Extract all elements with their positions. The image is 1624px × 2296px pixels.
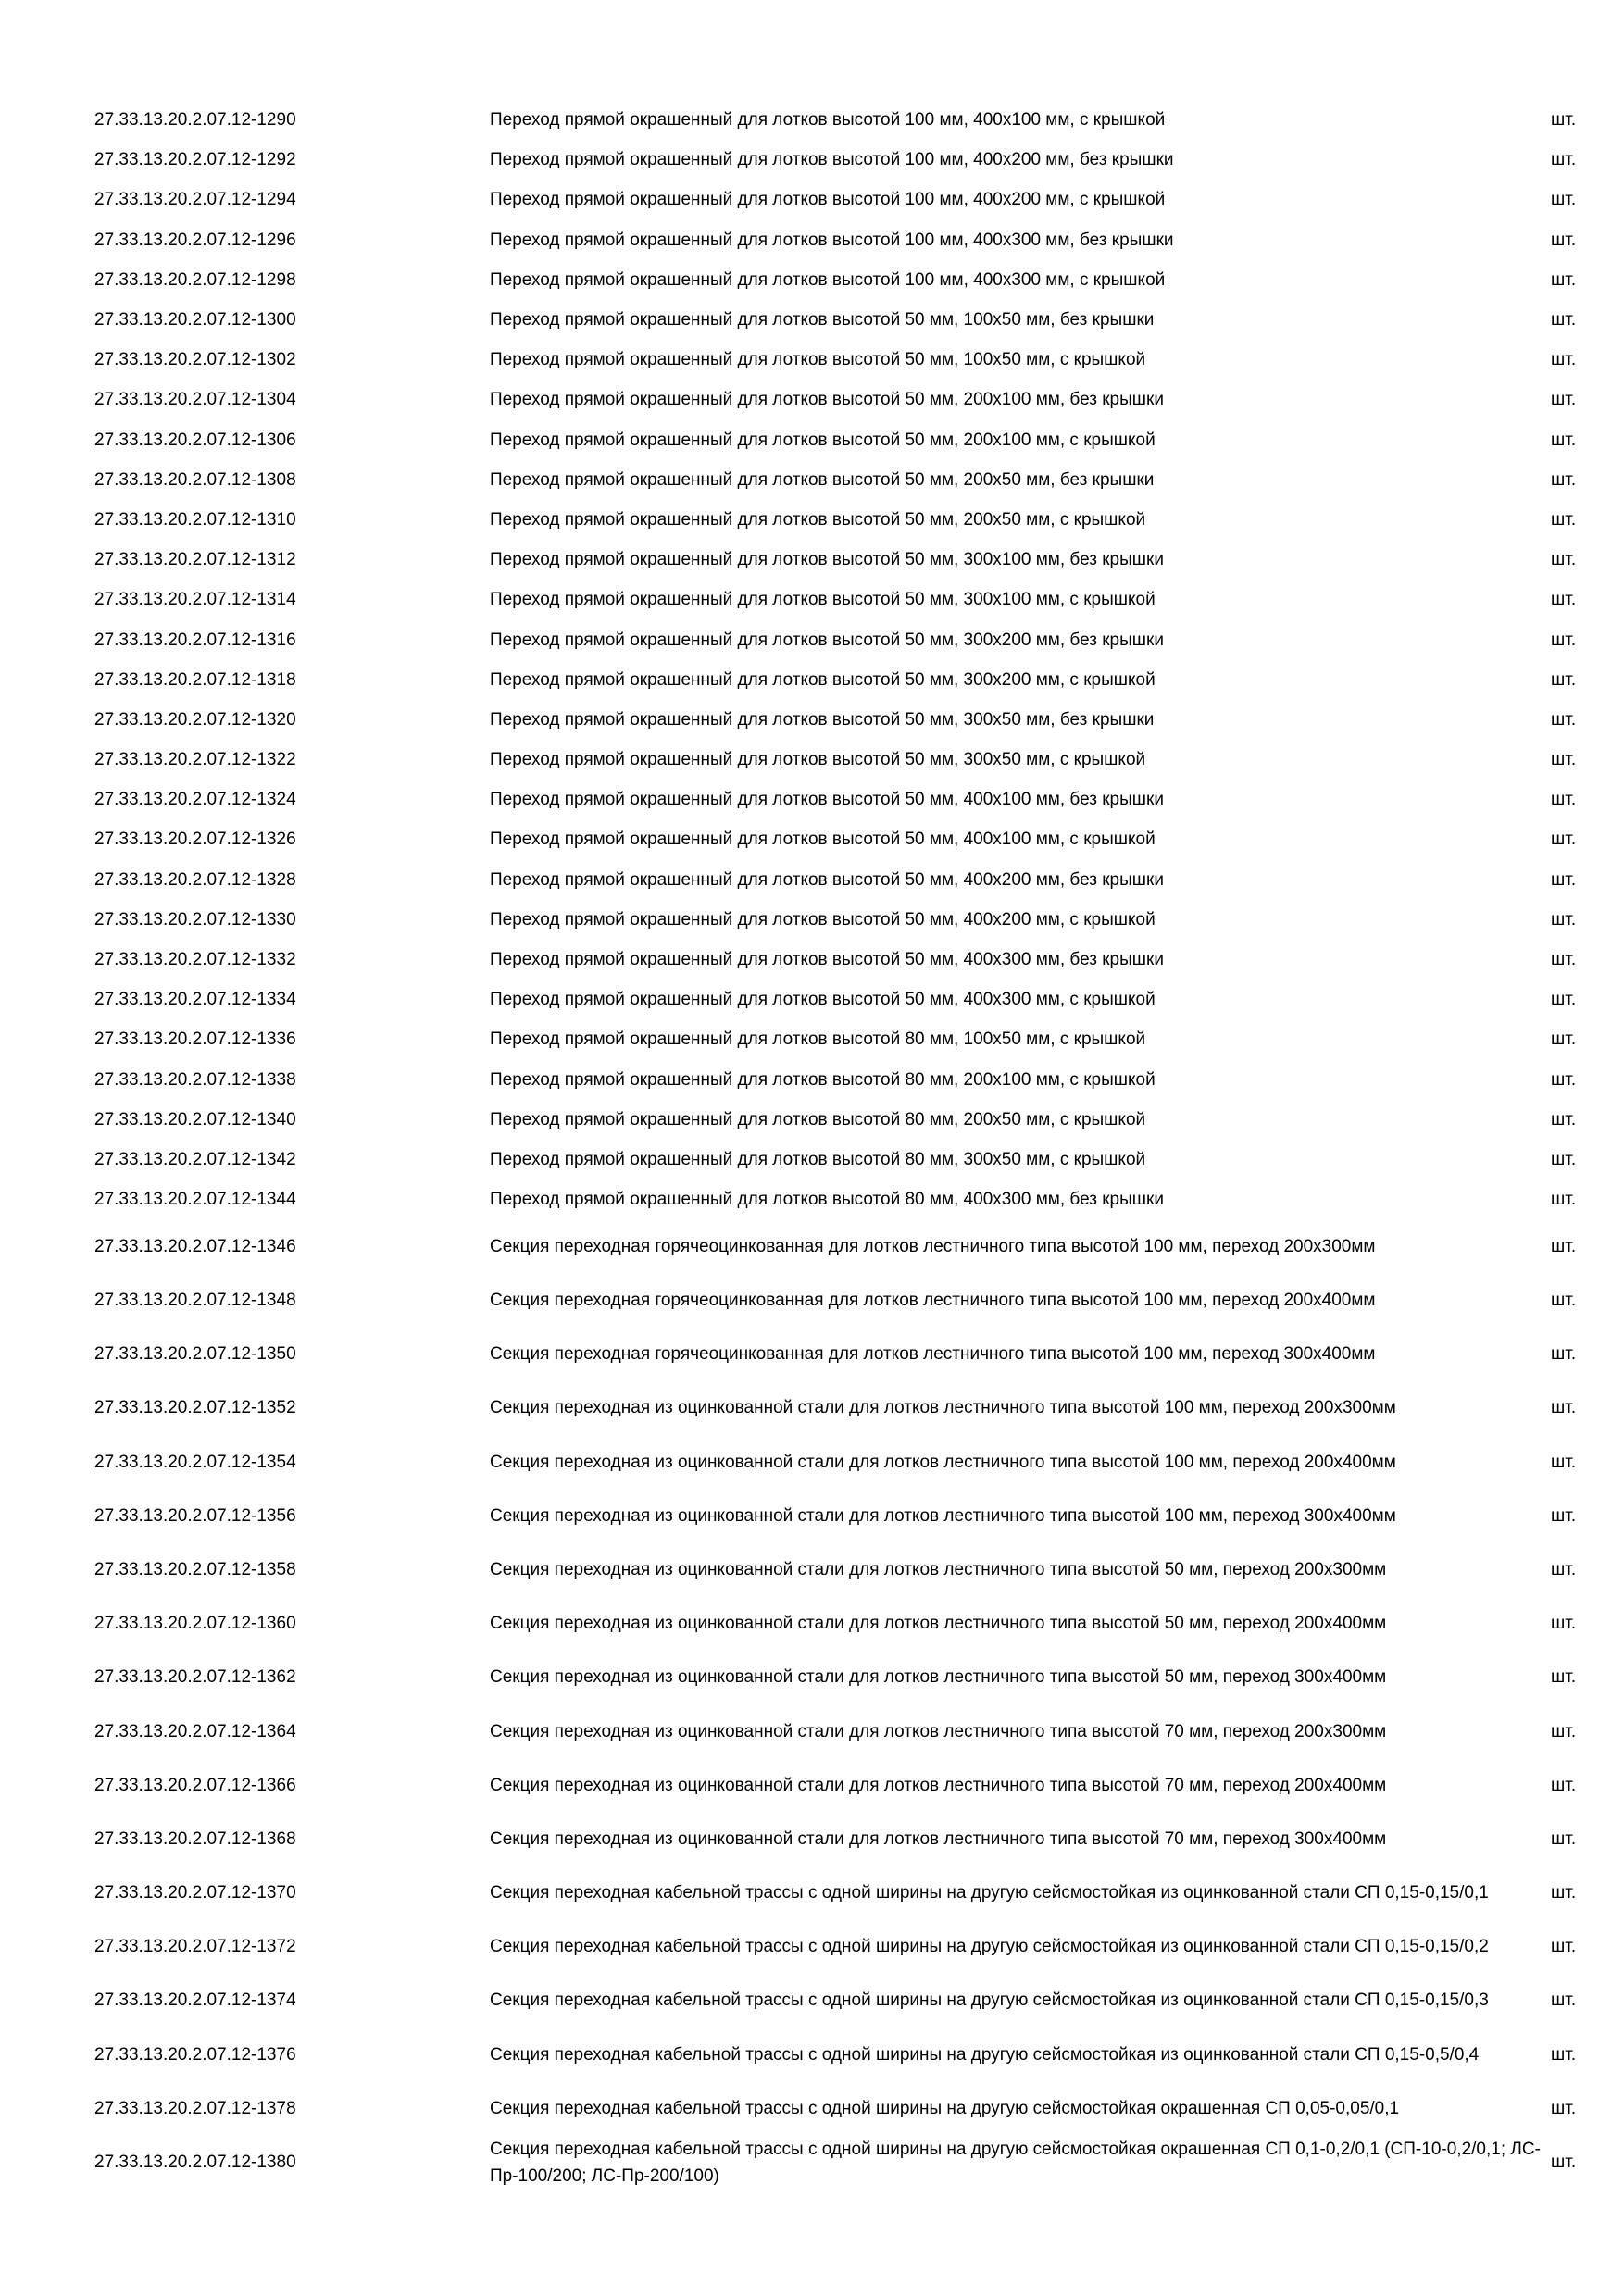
item-code: 27.33.13.20.2.07.12-1318	[94, 669, 296, 690]
item-code: 27.33.13.20.2.07.12-1302	[94, 350, 296, 370]
table-row	[94, 1435, 1620, 1489]
item-code: 27.33.13.20.2.07.12-1348	[94, 1291, 296, 1311]
item-code: 27.33.13.20.2.07.12-1346	[94, 1236, 296, 1256]
table-row	[94, 980, 1620, 1019]
item-code: 27.33.13.20.2.07.12-1294	[94, 190, 296, 210]
table-row	[94, 1273, 1620, 1327]
item-code: 27.33.13.20.2.07.12-1360	[94, 1614, 296, 1634]
item-unit: шт.	[1551, 1721, 1577, 1741]
item-unit: шт.	[1551, 150, 1577, 170]
item-unit: шт.	[1551, 1614, 1577, 1634]
item-name: Переход прямой окрашенный для лотков высотой 80 мм, 200x100 мм, с крышкой	[490, 1069, 1156, 1090]
item-unit: шт.	[1551, 709, 1577, 730]
table-row	[94, 1812, 1620, 1866]
item-code: 27.33.13.20.2.07.12-1330	[94, 909, 296, 930]
item-name: Секция переходная кабельной трассы с одной ширины на другую сейсмостойкая из оцинкованной стали СП 0,15-0,15/0,2	[490, 1937, 1489, 1957]
table-row	[94, 1542, 1620, 1596]
item-name: Переход прямой окрашенный для лотков высотой 50 мм, 400x300 мм, без крышки	[490, 950, 1164, 970]
item-name: Переход прямой окрашенный для лотков высотой 50 мм, 100x50 мм, без крышки	[490, 310, 1155, 331]
item-unit: шт.	[1551, 950, 1577, 970]
table-row	[94, 460, 1620, 500]
item-code: 27.33.13.20.2.07.12-1290	[94, 110, 296, 131]
item-unit: шт.	[1551, 110, 1577, 131]
table-row	[94, 1489, 1620, 1542]
item-code: 27.33.13.20.2.07.12-1316	[94, 630, 296, 650]
item-unit: шт.	[1551, 630, 1577, 650]
item-code: 27.33.13.20.2.07.12-1364	[94, 1721, 296, 1741]
item-unit: шт.	[1551, 269, 1577, 290]
item-name: Переход прямой окрашенный для лотков высотой 80 мм, 300x50 мм, с крышкой	[490, 1149, 1146, 1169]
table-row	[94, 1100, 1620, 1140]
item-unit: шт.	[1551, 430, 1577, 450]
item-name: Переход прямой окрашенный для лотков высотой 50 мм, 200x100 мм, без крышки	[490, 390, 1164, 410]
item-name: Переход прямой окрашенный для лотков высотой 50 мм, 400x200 мм, без крышки	[490, 869, 1164, 890]
item-name: Переход прямой окрашенный для лотков высотой 80 мм, 100x50 мм, с крышкой	[490, 1029, 1146, 1050]
item-code: 27.33.13.20.2.07.12-1352	[94, 1398, 296, 1418]
item-unit: шт.	[1551, 1990, 1577, 2011]
table-row	[94, 1381, 1620, 1435]
item-name: Секция переходная кабельной трассы с одной ширины на другую сейсмостойкая из оцинкованной стали СП 0,15-0,5/0,4	[490, 2044, 1480, 2065]
table-row	[94, 1597, 1620, 1651]
item-code: 27.33.13.20.2.07.12-1300	[94, 310, 296, 331]
item-unit: шт.	[1551, 590, 1577, 610]
item-unit: шт.	[1551, 669, 1577, 690]
item-unit: шт.	[1551, 2098, 1577, 2118]
item-name: Переход прямой окрашенный для лотков высотой 50 мм, 200x50 мм, без крышки	[490, 469, 1155, 490]
item-code: 27.33.13.20.2.07.12-1324	[94, 790, 296, 810]
item-unit: шт.	[1551, 1069, 1577, 1090]
item-unit: шт.	[1551, 1775, 1577, 1795]
item-unit: шт.	[1551, 990, 1577, 1010]
item-name: Секция переходная из оцинкованной стали для лотков лестничного типа высотой 70 мм, переход 200x300мм	[490, 1721, 1387, 1741]
item-code: 27.33.13.20.2.07.12-1350	[94, 1344, 296, 1365]
item-name: Секция переходная из оцинкованной стали для лотков лестничного типа высотой 100 мм, переход 200x300мм	[490, 1398, 1396, 1418]
item-name: Переход прямой окрашенный для лотков высотой 50 мм, 300x100 мм, с крышкой	[490, 590, 1156, 610]
item-unit: шт.	[1551, 550, 1577, 570]
item-name: Переход прямой окрашенный для лотков высотой 100 мм, 400x300 мм, без крышки	[490, 230, 1174, 250]
table-row	[94, 1219, 1620, 1273]
item-name: Секция переходная кабельной трассы с одной ширины на другую сейсмостойкая из оцинкованной стали СП 0,15-0,15/0,3	[490, 1990, 1489, 2011]
item-name: Переход прямой окрашенный для лотков высотой 100 мм, 400x200 мм, с крышкой	[490, 190, 1166, 210]
item-unit: шт.	[1551, 190, 1577, 210]
item-code: 27.33.13.20.2.07.12-1328	[94, 869, 296, 890]
item-code: 27.33.13.20.2.07.12-1354	[94, 1452, 296, 1472]
item-name: Секция переходная из оцинкованной стали для лотков лестничного типа высотой 50 мм, переход 300x400мм	[490, 1667, 1387, 1688]
item-code: 27.33.13.20.2.07.12-1306	[94, 430, 296, 450]
item-code: 27.33.13.20.2.07.12-1314	[94, 590, 296, 610]
item-unit: шт.	[1551, 750, 1577, 770]
item-unit: шт.	[1551, 1149, 1577, 1169]
item-code: 27.33.13.20.2.07.12-1292	[94, 150, 296, 170]
item-code: 27.33.13.20.2.07.12-1378	[94, 2098, 296, 2118]
item-unit: шт.	[1551, 1109, 1577, 1129]
item-name: Переход прямой окрашенный для лотков высотой 50 мм, 300x200 мм, с крышкой	[490, 669, 1156, 690]
item-code: 27.33.13.20.2.07.12-1296	[94, 230, 296, 250]
item-code: 27.33.13.20.2.07.12-1344	[94, 1190, 296, 1210]
item-unit: шт.	[1551, 830, 1577, 850]
item-unit: шт.	[1551, 1029, 1577, 1050]
item-unit: шт.	[1551, 230, 1577, 250]
table-body	[94, 100, 1620, 2190]
item-code: 27.33.13.20.2.07.12-1374	[94, 1990, 296, 2011]
table-row	[94, 740, 1620, 780]
item-code: 27.33.13.20.2.07.12-1304	[94, 390, 296, 410]
item-unit: шт.	[1551, 1883, 1577, 1903]
table-row	[94, 2028, 1620, 2081]
item-name: Секция переходная кабельной трассы с одной ширины на другую сейсмостойкая из оцинкованной стали СП 0,15-0,15/0,1	[490, 1883, 1489, 1903]
table-row	[94, 940, 1620, 980]
table-row	[94, 1758, 1620, 1812]
table-row	[94, 500, 1620, 540]
table-row	[94, 1974, 1620, 2028]
table-row	[94, 1140, 1620, 1179]
item-unit: шт.	[1551, 1344, 1577, 1365]
table-row	[94, 700, 1620, 740]
table-row	[94, 819, 1620, 859]
price-table	[94, 100, 1620, 2190]
item-name: Секция переходная из оцинкованной стали для лотков лестничного типа высотой 100 мм, переход 300x400мм	[490, 1505, 1396, 1526]
item-code: 27.33.13.20.2.07.12-1310	[94, 509, 296, 530]
item-name: Переход прямой окрашенный для лотков высотой 50 мм, 400x300 мм, с крышкой	[490, 990, 1156, 1010]
item-unit: шт.	[1551, 350, 1577, 370]
item-code: 27.33.13.20.2.07.12-1362	[94, 1667, 296, 1688]
item-unit: шт.	[1551, 1452, 1577, 1472]
item-code: 27.33.13.20.2.07.12-1312	[94, 550, 296, 570]
table-row	[94, 1866, 1620, 1920]
item-code: 27.33.13.20.2.07.12-1376	[94, 2044, 296, 2065]
item-unit: шт.	[1551, 1667, 1577, 1688]
item-code: 27.33.13.20.2.07.12-1308	[94, 469, 296, 490]
item-unit: шт.	[1551, 2152, 1577, 2173]
item-name: Секция переходная горячеоцинкованная для лотков лестничного типа высотой 100 мм, переход 200x300мм	[490, 1236, 1376, 1256]
item-name: Секция переходная кабельной трассы с одной ширины на другую сейсмостойкая окрашенная СП 0,1-0,2/0,1 (СП-10-0,2/0,1; ЛС-Пр-100/200; ЛС-Пр-200/100)	[490, 2139, 1541, 2186]
item-unit: шт.	[1551, 1190, 1577, 1210]
item-unit: шт.	[1551, 790, 1577, 810]
table-row	[94, 860, 1620, 900]
table-row	[94, 300, 1620, 340]
item-unit: шт.	[1551, 2044, 1577, 2065]
item-name: Переход прямой окрашенный для лотков высотой 100 мм, 400x200 мм, без крышки	[490, 150, 1174, 170]
item-code: 27.33.13.20.2.07.12-1338	[94, 1069, 296, 1090]
item-unit: шт.	[1551, 1291, 1577, 1311]
table-row	[94, 380, 1620, 419]
item-code: 27.33.13.20.2.07.12-1334	[94, 990, 296, 1010]
item-name: Переход прямой окрашенный для лотков высотой 50 мм, 300x50 мм, с крышкой	[490, 750, 1146, 770]
item-name: Секция переходная кабельной трассы с одной ширины на другую сейсмостойкая окрашенная СП 0,05-0,05/0,1	[490, 2098, 1400, 2118]
item-unit: шт.	[1551, 1828, 1577, 1849]
table-row	[94, 660, 1620, 700]
item-name: Секция переходная из оцинкованной стали для лотков лестничного типа высотой 100 мм, переход 200x400мм	[490, 1452, 1396, 1472]
item-unit: шт.	[1551, 1398, 1577, 1418]
table-row	[94, 220, 1620, 260]
item-code: 27.33.13.20.2.07.12-1340	[94, 1109, 296, 1129]
table-row	[94, 340, 1620, 380]
item-code: 27.33.13.20.2.07.12-1358	[94, 1559, 296, 1579]
item-name: Секция переходная из оцинкованной стали для лотков лестничного типа высотой 50 мм, переход 200x300мм	[490, 1559, 1387, 1579]
item-unit: шт.	[1551, 310, 1577, 331]
item-code: 27.33.13.20.2.07.12-1368	[94, 1828, 296, 1849]
item-name: Секция переходная из оцинкованной стали для лотков лестничного типа высотой 70 мм, переход 300x400мм	[490, 1828, 1387, 1849]
item-unit: шт.	[1551, 1559, 1577, 1579]
item-name: Переход прямой окрашенный для лотков высотой 50 мм, 400x100 мм, с крышкой	[490, 830, 1156, 850]
item-code: 27.33.13.20.2.07.12-1322	[94, 750, 296, 770]
item-code: 27.33.13.20.2.07.12-1370	[94, 1883, 296, 1903]
item-name: Переход прямой окрашенный для лотков высотой 80 мм, 200x50 мм, с крышкой	[490, 1109, 1146, 1129]
item-unit: шт.	[1551, 469, 1577, 490]
table-row	[94, 100, 1620, 140]
table-row	[94, 140, 1620, 180]
item-name: Переход прямой окрашенный для лотков высотой 50 мм, 300x200 мм, без крышки	[490, 630, 1164, 650]
item-name: Переход прямой окрашенный для лотков высотой 50 мм, 300x100 мм, без крышки	[490, 550, 1164, 570]
table-row	[94, 619, 1620, 659]
table-row	[94, 580, 1620, 619]
table-row	[94, 1651, 1620, 1704]
table-row	[94, 1704, 1620, 1758]
item-code: 27.33.13.20.2.07.12-1320	[94, 709, 296, 730]
item-code: 27.33.13.20.2.07.12-1380	[94, 2152, 296, 2173]
item-code: 27.33.13.20.2.07.12-1298	[94, 269, 296, 290]
item-name: Переход прямой окрашенный для лотков высотой 50 мм, 200x50 мм, с крышкой	[490, 509, 1146, 530]
item-unit: шт.	[1551, 509, 1577, 530]
table-row	[94, 1019, 1620, 1059]
item-name: Секция переходная из оцинкованной стали для лотков лестничного типа высотой 50 мм, переход 200x400мм	[490, 1614, 1387, 1634]
item-name: Переход прямой окрашенный для лотков высотой 100 мм, 400x300 мм, с крышкой	[490, 269, 1166, 290]
item-code: 27.33.13.20.2.07.12-1336	[94, 1029, 296, 1050]
table-row	[94, 900, 1620, 940]
item-name: Переход прямой окрашенный для лотков высотой 80 мм, 400x300 мм, без крышки	[490, 1190, 1164, 1210]
item-name: Переход прямой окрашенный для лотков высотой 50 мм, 400x200 мм, с крышкой	[490, 909, 1156, 930]
item-code: 27.33.13.20.2.07.12-1326	[94, 830, 296, 850]
table-row	[94, 180, 1620, 219]
item-name: Переход прямой окрашенный для лотков высотой 50 мм, 200x100 мм, с крышкой	[490, 430, 1156, 450]
table-row	[94, 1179, 1620, 1219]
item-unit: шт.	[1551, 390, 1577, 410]
item-code: 27.33.13.20.2.07.12-1356	[94, 1505, 296, 1526]
table-row	[94, 1920, 1620, 1974]
item-code: 27.33.13.20.2.07.12-1372	[94, 1937, 296, 1957]
item-unit: шт.	[1551, 1505, 1577, 1526]
item-name: Переход прямой окрашенный для лотков высотой 50 мм, 300x50 мм, без крышки	[490, 709, 1155, 730]
item-unit: шт.	[1551, 1236, 1577, 1256]
item-code: 27.33.13.20.2.07.12-1342	[94, 1149, 296, 1169]
item-unit: шт.	[1551, 869, 1577, 890]
item-unit: шт.	[1551, 1937, 1577, 1957]
item-code: 27.33.13.20.2.07.12-1366	[94, 1775, 296, 1795]
table-row	[94, 2135, 1620, 2189]
item-code: 27.33.13.20.2.07.12-1332	[94, 950, 296, 970]
table-row	[94, 540, 1620, 580]
item-unit: шт.	[1551, 909, 1577, 930]
item-name: Переход прямой окрашенный для лотков высотой 100 мм, 400x100 мм, с крышкой	[490, 110, 1166, 131]
item-name: Секция переходная горячеоцинкованная для лотков лестничного типа высотой 100 мм, переход 300x400мм	[490, 1344, 1376, 1365]
table-row	[94, 420, 1620, 460]
table-row	[94, 1328, 1620, 1381]
table-row	[94, 2081, 1620, 2135]
item-name: Секция переходная горячеоцинкованная для лотков лестничного типа высотой 100 мм, переход 200x400мм	[490, 1291, 1376, 1311]
table-row	[94, 260, 1620, 300]
item-name: Переход прямой окрашенный для лотков высотой 50 мм, 400x100 мм, без крышки	[490, 790, 1164, 810]
item-name: Переход прямой окрашенный для лотков высотой 50 мм, 100x50 мм, с крышкой	[490, 350, 1146, 370]
table-row	[94, 1060, 1620, 1100]
table-row	[94, 780, 1620, 819]
item-name: Секция переходная из оцинкованной стали для лотков лестничного типа высотой 70 мм, переход 200x400мм	[490, 1775, 1387, 1795]
